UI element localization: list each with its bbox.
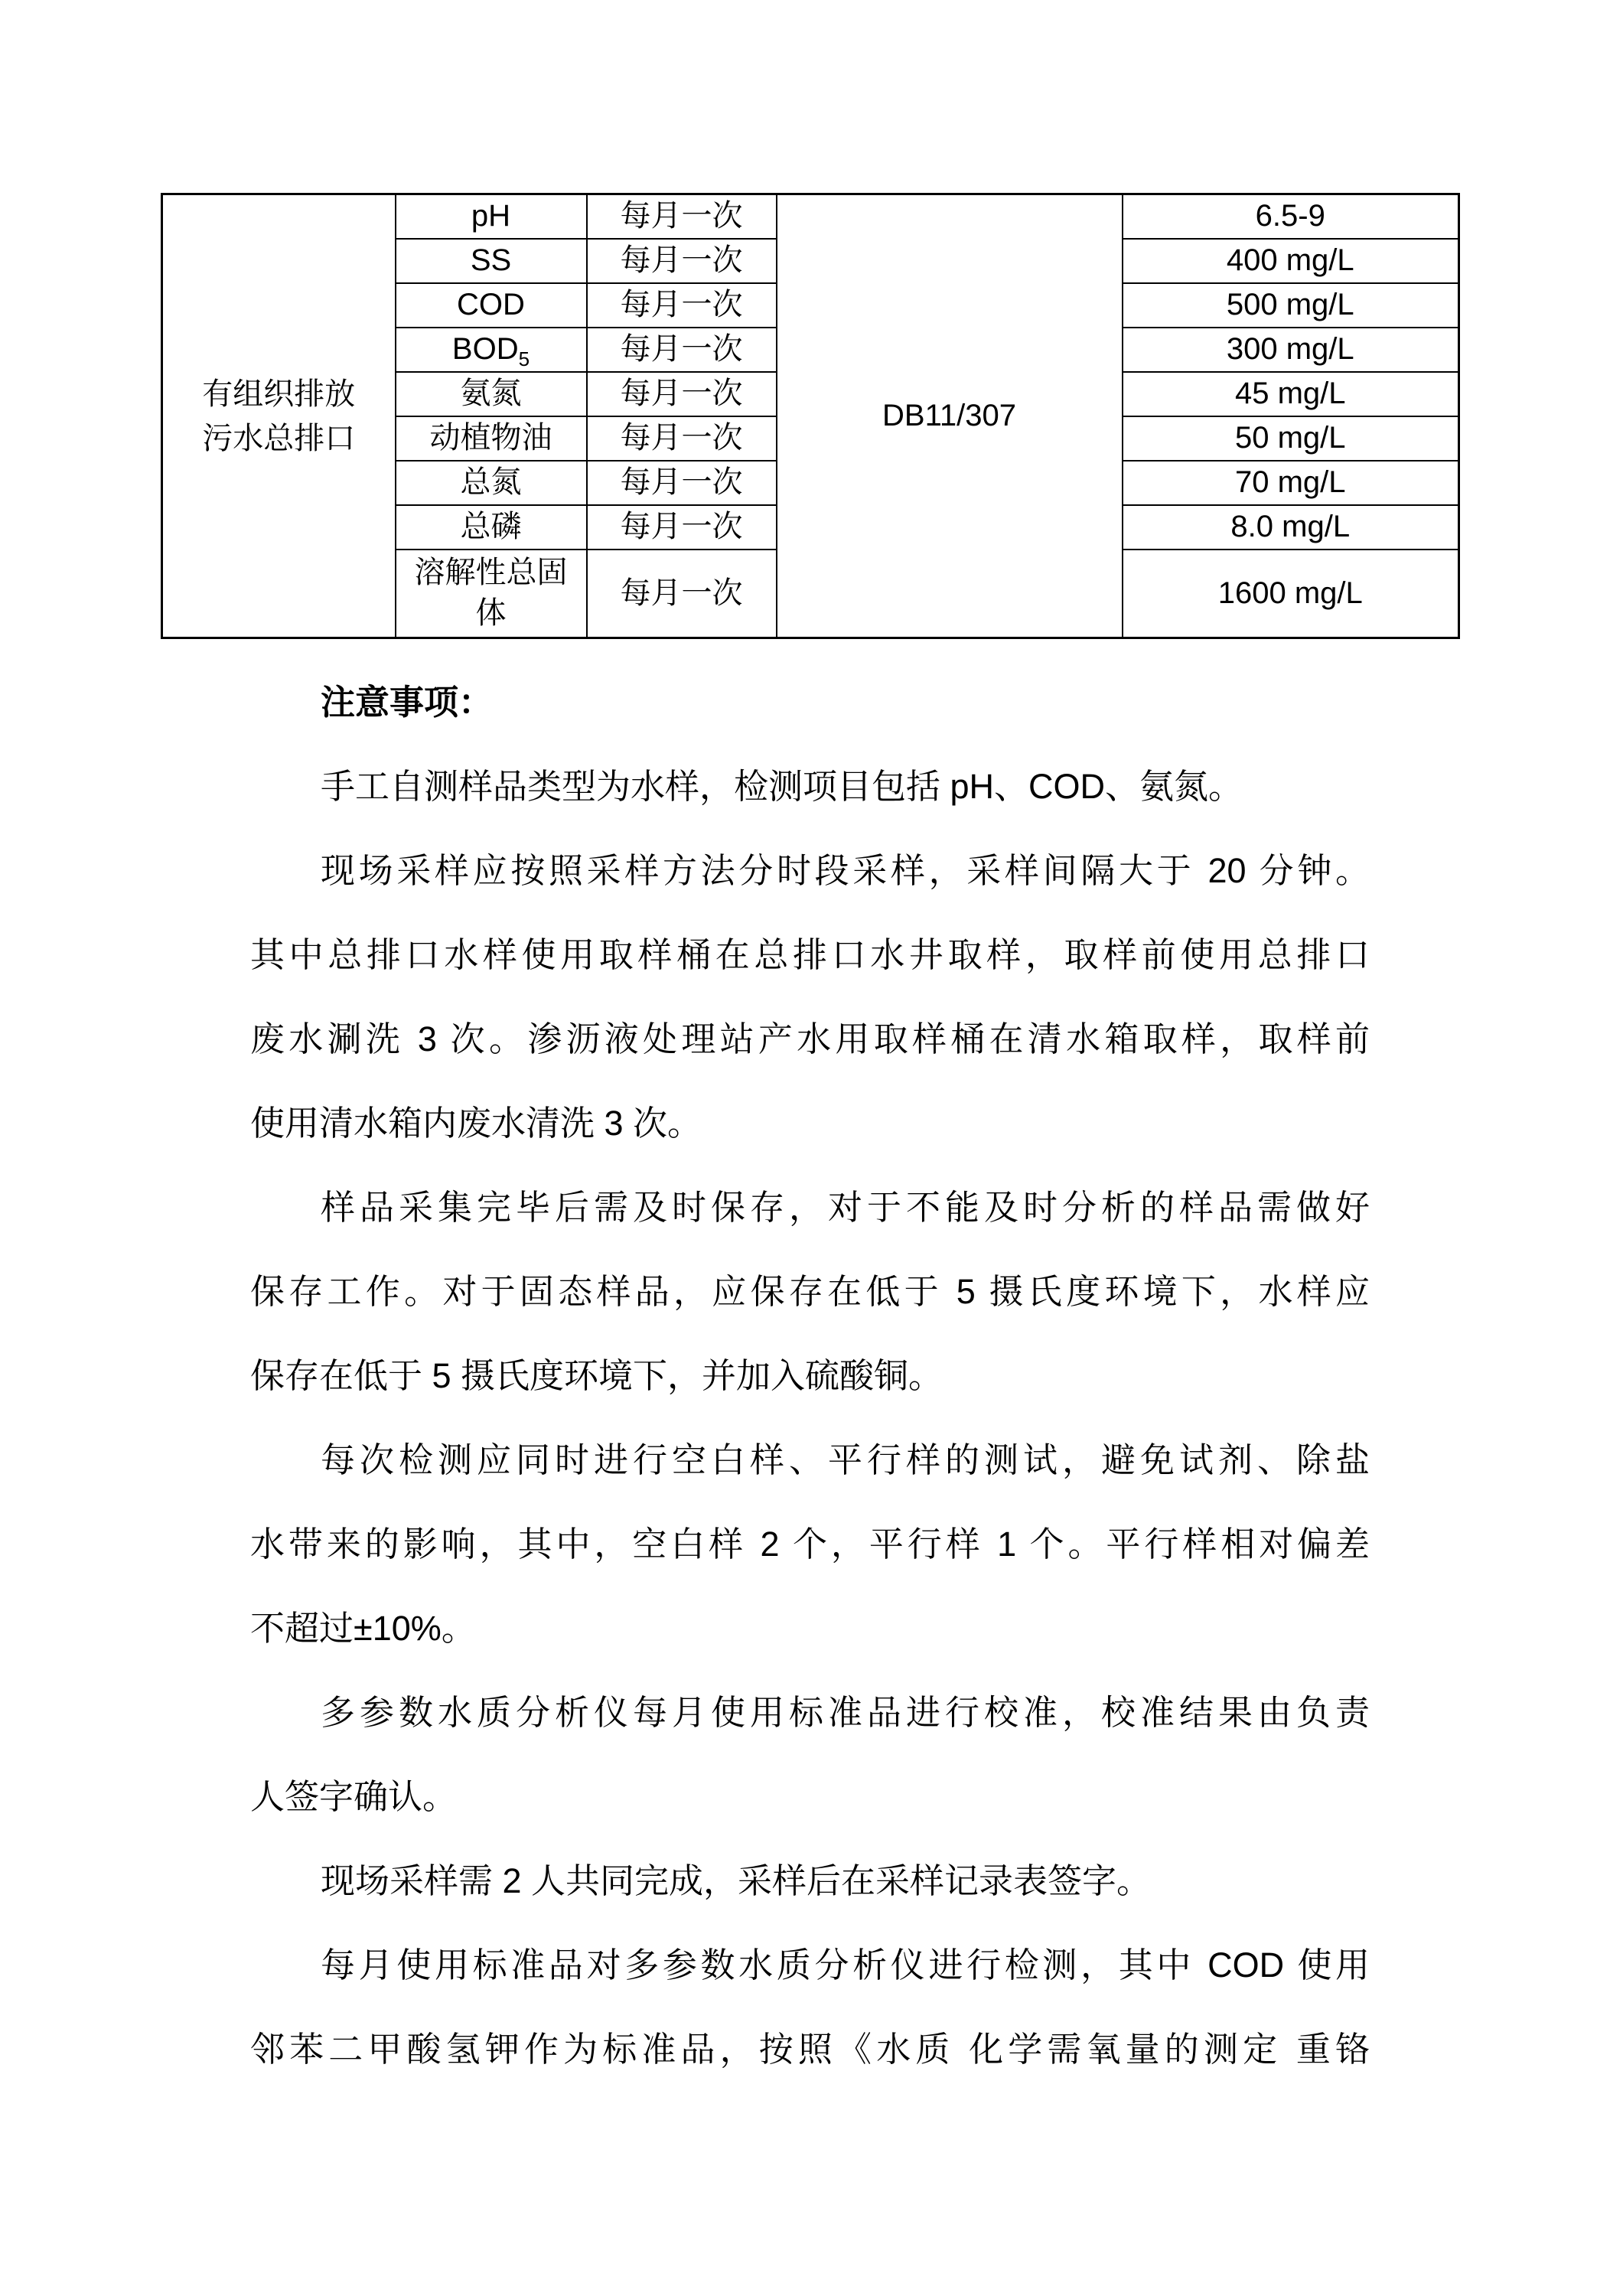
- parameter-label: pH: [471, 199, 511, 233]
- notes-line: 每次检测应同时进行空白样、平行样的测试，避免试剂、除盐: [321, 1440, 1370, 1479]
- limit-cell: [1123, 239, 1459, 283]
- parameter-label: 氨氮: [460, 377, 522, 411]
- limit-label: 50 mg/L: [1234, 421, 1346, 455]
- parameter-cell: [396, 239, 587, 283]
- location-line-1: 有组织排放: [202, 377, 356, 411]
- notes-line: 现场采样需 2 人共同完成，采样后在采样记录表签字。: [321, 1861, 1152, 1900]
- parameter-cell: [396, 328, 587, 372]
- notes-line: 其中总排口水样使用取样桶在总排口水井取样，取样前使用总排口: [250, 935, 1370, 974]
- parameter-label: BOD: [451, 332, 519, 367]
- frequency-cell: [587, 283, 777, 328]
- parameter-cell: [396, 505, 587, 550]
- parameter-cell: [396, 416, 587, 461]
- limit-label: 400 mg/L: [1226, 243, 1354, 278]
- frequency-cell: [587, 461, 777, 505]
- parameter-subscript: 5: [518, 347, 530, 371]
- notes-line: 不超过±10%。: [250, 1609, 476, 1648]
- limit-cell: [1123, 194, 1459, 239]
- notes-section: [250, 660, 1370, 2092]
- monitoring-table: [161, 193, 1460, 639]
- limit-label: 500 mg/L: [1226, 288, 1354, 322]
- standard-label: DB11/307: [882, 399, 1016, 433]
- parameter-label: 动植物油: [429, 421, 552, 455]
- location-cell: [162, 194, 396, 638]
- parameter-label: SS: [470, 243, 512, 278]
- parameter-cell: [396, 372, 587, 416]
- limit-label: 8.0 mg/L: [1230, 510, 1351, 544]
- notes-line: 每月使用标准品对多参数水质分析仪进行检测，其中 COD 使用: [321, 1945, 1370, 1985]
- parameter-label: 溶解性总固体: [414, 556, 568, 631]
- parameter-label: COD: [457, 288, 525, 322]
- notes-heading: 注意事项：: [321, 683, 494, 722]
- location-line-2: 污水总排口: [202, 421, 356, 455]
- limit-cell: [1123, 505, 1459, 550]
- limit-cell: [1123, 328, 1459, 372]
- limit-cell: [1123, 283, 1459, 328]
- notes-line: 邻苯二甲酸氢钾作为标准品，按照《水质 化学需氧量的测定 重铬: [250, 2030, 1370, 2069]
- notes-line: 保存工作。对于固态样品，应保存在低于 5 摄氏度环境下，水样应: [250, 1272, 1370, 1311]
- frequency-cell: [587, 194, 777, 239]
- frequency-label: 每月一次: [620, 576, 743, 610]
- limit-cell: [1123, 550, 1459, 638]
- notes-line: 多参数水质分析仪每月使用标准品进行校准，校准结果由负责: [321, 1693, 1370, 1732]
- parameter-label: 总磷: [460, 510, 522, 544]
- parameter-cell: [396, 461, 587, 505]
- limit-label: 6.5-9: [1255, 199, 1325, 233]
- notes-line: 现场采样应按照采样方法分时段采样，采样间隔大于 20 分钟。: [321, 851, 1370, 890]
- frequency-cell: [587, 505, 777, 550]
- limit-label: 1600 mg/L: [1217, 576, 1363, 610]
- notes-line: 废水涮洗 3 次。渗沥液处理站产水用取样桶在清水箱取样，取样前: [250, 1019, 1370, 1058]
- frequency-cell: [587, 372, 777, 416]
- limit-cell: [1123, 416, 1459, 461]
- notes-line: 水带来的影响，其中，空白样 2 个，平行样 1 个。平行样相对偏差: [250, 1525, 1370, 1564]
- frequency-label: 每月一次: [620, 199, 743, 233]
- frequency-cell: [587, 328, 777, 372]
- notes-line: 使用清水箱内废水清洗 3 次。: [250, 1104, 702, 1143]
- limit-label: 70 mg/L: [1234, 465, 1346, 500]
- frequency-label: 每月一次: [620, 421, 743, 455]
- standard-cell: [777, 194, 1123, 638]
- frequency-cell: [587, 416, 777, 461]
- table-row: [162, 194, 1459, 239]
- frequency-label: 每月一次: [620, 332, 743, 367]
- parameter-cell: [396, 550, 587, 638]
- frequency-label: 每月一次: [620, 377, 743, 411]
- parameter-label: 总氮: [460, 465, 522, 500]
- notes-line: 人签字确认。: [250, 1777, 458, 1816]
- limit-label: 300 mg/L: [1226, 332, 1354, 367]
- parameter-cell: [396, 283, 587, 328]
- frequency-label: 每月一次: [620, 465, 743, 500]
- notes-line: 手工自测样品类型为水样，检测项目包括 pH、COD、氨氮。: [321, 767, 1243, 806]
- notes-line: 样品采集完毕后需及时保存，对于不能及时分析的样品需做好: [321, 1188, 1370, 1227]
- frequency-cell: [587, 550, 777, 638]
- parameter-cell: [396, 194, 587, 239]
- limit-cell: [1123, 461, 1459, 505]
- limit-cell: [1123, 372, 1459, 416]
- frequency-label: 每月一次: [620, 510, 743, 544]
- limit-label: 45 mg/L: [1234, 377, 1346, 411]
- notes-line: 保存在低于 5 摄氏度环境下，并加入硫酸铜。: [250, 1356, 943, 1395]
- frequency-cell: [587, 239, 777, 283]
- frequency-label: 每月一次: [620, 243, 743, 278]
- frequency-label: 每月一次: [620, 288, 743, 322]
